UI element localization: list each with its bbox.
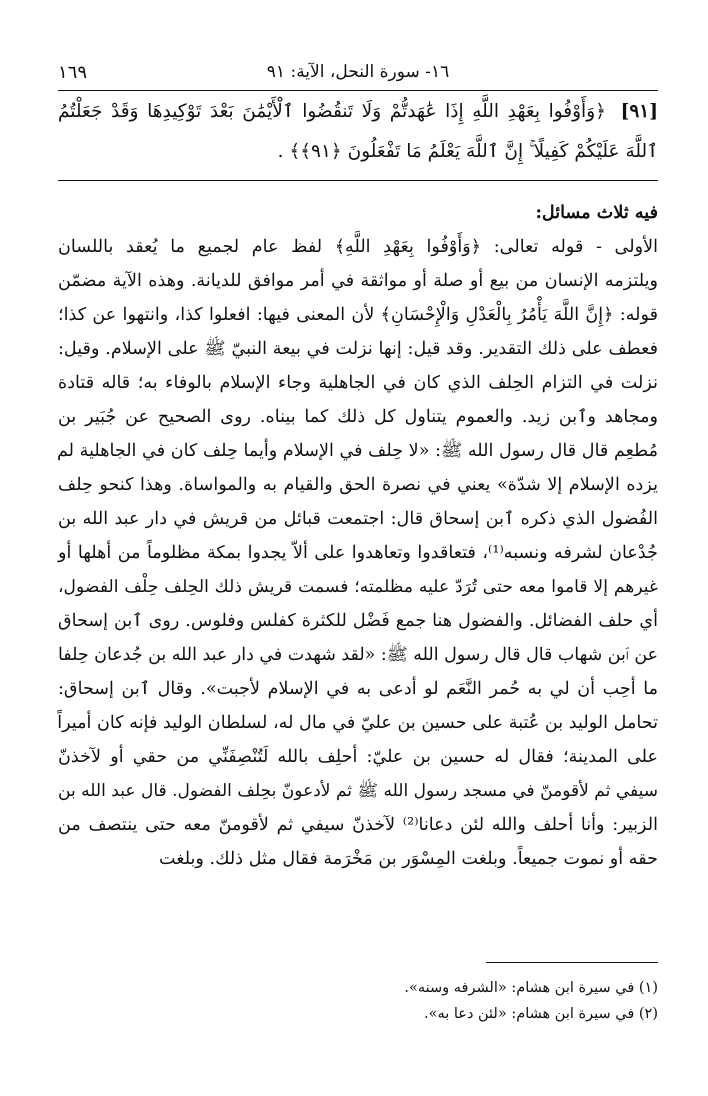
body-line: عن ٱبن شهاب قال قال رسول الله ﷺ: «لقد شهدت في دار عبد الله بن جُدعان حِلفا [58,645,658,665]
body-line: قوله: ﴿إِنَّ اللَّهَ يَأْمُرُ بِالْعَدْلِ وَالْإِحْسَانِ﴾ لأن المعنى فيها: افعلوا كذا، وانتهوا عن كذا؛ [58,305,658,325]
running-header [58,58,658,88]
body-line: الفُضول الذي ذكره ٱبن إسحاق قال: اجتمعت قبائل من قريش في دار عبد الله بن [58,509,658,529]
footnote-2: (٢) في سيرة ابن هشام: «لئن دعا به». [423,1006,658,1022]
footnote-1: (١) في سيرة ابن هشام: «الشرفه وسنه». [404,980,658,996]
header-title: ١٦- سورة النحل، الآية: ٩١ [266,62,450,82]
quran-verse [58,92,658,172]
body-line: ويلتزمه الإنسان من بيع أو صلة أو مواثقة في أمر موافق للديانة. وهذه الآية مضمّن [58,271,658,291]
body-line: الزبير: وأنا أحلف والله لئن دعانا⁽²⁾ لآخذنّ سيفي ثم لأقومنّ معه حتى ينتصف من [58,815,658,835]
body-line: على المدينة؛ فقال له حسين بن عليّ: أحلِف بالله لَتُنْصِفَنِّي من حقي أو لآخذنّ [58,747,658,767]
body-line: جُدْعان لشرفه ونسبه⁽¹⁾، فتعاقدوا وتعاهدوا على ألاّ يجدوا بمكة مظلوماً من أهلها أو [58,543,658,563]
body-line: أي حلف الفضائل. والفضول هنا جمع فَضْل للكثرة كفلس وفلوس. روى ٱبن إسحاق [58,611,658,631]
body-line: مُطعِم قال قال رسول الله ﷺ: «لا حِلف في الإسلام وأيما حِلف كان في الجاهلية لم [56,441,658,461]
body-line: ما أحِب أن لي به حُمر النَّعَم لو أدعى به في الإسلام لأجبت». وقال ٱبن إسحاق: [58,679,658,699]
body-line: سيفي ثم لأقومنّ في مسجد رسول الله ﷺ ثم لأدعونّ بحِلف الفضول. قال عبد الله بن [58,781,658,801]
footnotes [58,975,658,1027]
body-line: فعطف على ذلك التقدير. وقد قيل: إنها نزلت في بيعة النبيّ ﷺ على الإسلام. وقيل: [58,339,658,359]
commentary-body [58,196,658,876]
body-line: حقه أو نموت جميعاً. وبلغت المِسْوَر بن مَخْرَمة فقال مثل ذلك. وبلغت [158,849,658,869]
body-line: تحامل الوليد بن عُتبة على حسين بن عليّ في مال له، لسلطان الوليد فإنه كان أميراً [57,713,658,733]
header-rule [58,90,658,91]
verse-text: ﴿وَأَوْفُوا بِعَهْدِ اللَّهِ إِذَا عَٰهَدتُّمْ وَلَا تَنقُضُوا ٱلْأَيْمَٰنَ بَعْدَ تَوْكِيدِهَا وَقَدْ جَعَلْتُمُ ٱللَّهَ عَلَيْكُمْ كَفِيلًا ۚ إِنَّ ٱللَّهَ يَعْلَمُ مَا تَفْعَلُونَ ﴿٩١﴾﴾ . [58,101,658,162]
section-intro: فيه ثلاث مسائل: [535,202,658,223]
page-number: ١٦٩ [58,62,88,83]
body-line: الأولى - قوله تعالى: ﴿وَأَوْفُوا بِعَهْدِ اللَّهِ﴾ لفظ عام لجميع ما يُعقد باللسان [58,237,658,257]
verse-number: [٩١] [620,101,658,122]
body-line: نزلت في التزام الحِلف الذي كان في الجاهلية وجاء الإسلام بالوفاء به؛ قاله قتادة [58,373,658,393]
body-line: يزده الإسلام إلا شدّة» يعني في نصرة الحق والقيام به والمواساة. وهذا كنحو حِلف [58,475,658,495]
footnote-rule [486,962,658,963]
body-line: ومجاهد وٱبن زيد. والعموم يتناول كل ذلك كما بيناه. روى الصحيح عن جُبَير بن [58,407,658,427]
body-line: غيرهم إلا قاموا معه حتى تُرَدّ عليه مظلمته؛ فسمت قريش ذلك الحِلف حِلْف الفضول، [58,577,658,597]
verse-rule [58,180,658,181]
